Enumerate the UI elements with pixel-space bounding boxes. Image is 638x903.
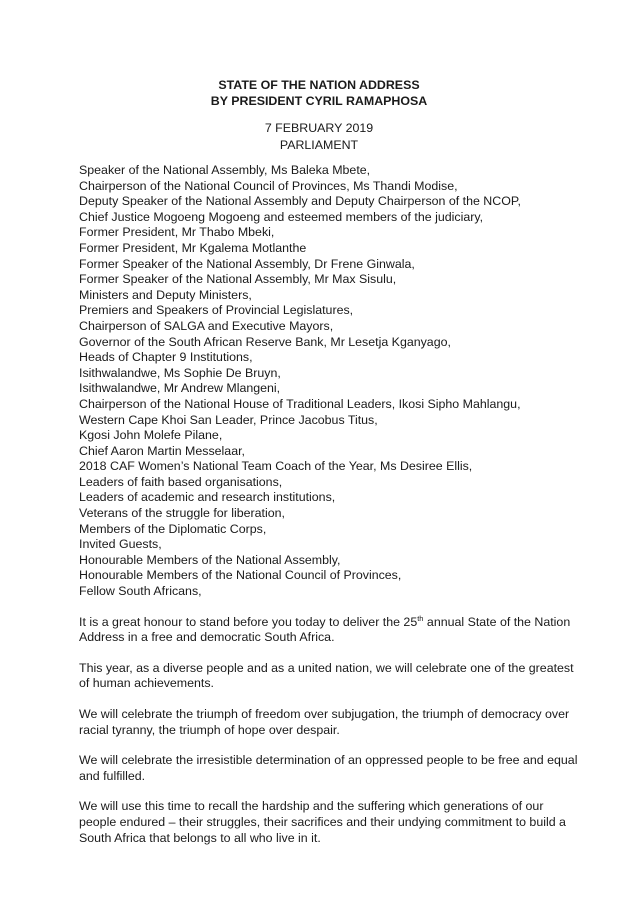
- address-venue: PARLIAMENT: [279, 138, 359, 152]
- title-line-2: BY PRESIDENT CYRIL RAMAPHOSA: [210, 94, 428, 108]
- paragraph-1-end: annual State of the Nation Address in a free and democratic South Africa.: [79, 614, 571, 645]
- salutation-line: Governor of the South African Reserve Bank, Mr Lesetja Kganyago,: [79, 334, 451, 349]
- salutation-line: Honourable Members of the National Assembly,: [79, 552, 341, 567]
- salutation-line: Isithwalandwe, Ms Sophie De Bruyn,: [79, 365, 281, 380]
- paragraph-1-start: It is a great honour to stand before you today to deliver the 25: [79, 614, 418, 629]
- salutation-line: Former President, Mr Kgalema Motlanthe: [79, 240, 307, 255]
- salutation-line: Invited Guests,: [79, 537, 162, 552]
- address-date: 7 FEBRUARY 2019: [264, 121, 374, 135]
- paragraph-5: We will use this time to recall the hardship and the suffering which generations of our people endured – their struggles, their sacrifices and their undying commitment to build a South Africa that belongs to all who live in it.: [79, 799, 566, 845]
- document-body: [79, 163, 579, 846]
- salutation-line: Leaders of faith based organisations,: [79, 474, 283, 489]
- salutation-line: Chief Aaron Martin Messelaar,: [79, 443, 245, 458]
- salutation-line: 2018 CAF Women’s National Team Coach of the Year, Ms Desiree Ellis,: [79, 459, 473, 474]
- salutation-line: Isithwalandwe, Mr Andrew Mlangeni,: [79, 381, 281, 396]
- salutation-line: Chairperson of the National House of Traditional Leaders, Ikosi Sipho Mahlangu,: [79, 396, 521, 411]
- salutation-line: Former President, Mr Thabo Mbeki,: [79, 225, 275, 240]
- salutation-line: Speaker of the National Assembly, Ms Baleka Mbete,: [79, 163, 371, 177]
- salutation-line: Former Speaker of the National Assembly, Dr Frene Ginwala,: [79, 256, 415, 271]
- salutation-line: Heads of Chapter 9 Institutions,: [79, 350, 253, 365]
- salutation-line: Ministers and Deputy Ministers,: [79, 287, 252, 302]
- paragraph-2: This year, as a diverse people and as a united nation, we will celebrate one of the greatest of human achievements.: [79, 660, 574, 691]
- paragraph-4: We will celebrate the irresistible determination of an oppressed people to be free and equal and fulfilled.: [79, 753, 578, 783]
- salutation-list: [79, 163, 579, 600]
- salutation-line: Fellow South Africans,: [79, 584, 202, 599]
- salutation-line: Chief Justice Mogoeng Mogoeng and esteemed members of the judiciary,: [79, 209, 484, 224]
- paragraph-3: We will celebrate the triumph of freedom over subjugation, the triumph of democracy over racial tyranny, the triumph of hope over despair.: [79, 707, 570, 737]
- salutation-line: Leaders of academic and research institutions,: [79, 490, 336, 505]
- title-line-1: STATE OF THE NATION ADDRESS: [218, 78, 420, 92]
- salutation-line: Chairperson of SALGA and Executive Mayors,: [79, 318, 334, 333]
- salutation-line: Members of the Diplomatic Corps,: [79, 521, 267, 536]
- salutation-line: Honourable Members of the National Council of Provinces,: [79, 568, 402, 583]
- salutation-line: Chairperson of the National Council of Provinces, Ms Thandi Modise,: [79, 178, 458, 193]
- salutation-line: Deputy Speaker of the National Assembly and Deputy Chairperson of the NCOP,: [79, 194, 521, 209]
- date-venue: [0, 120, 638, 154]
- paragraph-1: [79, 615, 579, 646]
- salutation-line: Former Speaker of the National Assembly, Mr Max Sisulu,: [79, 272, 397, 287]
- salutation-line: Veterans of the struggle for liberation,: [79, 506, 285, 521]
- ordinal-suffix: th: [417, 613, 424, 623]
- document-title: [0, 77, 638, 109]
- salutation-line: Western Cape Khoi San Leader, Prince Jacobus Titus,: [79, 412, 378, 427]
- salutation-line: Kgosi John Molefe Pilane,: [79, 428, 223, 443]
- salutation-line: Premiers and Speakers of Provincial Legislatures,: [79, 303, 354, 318]
